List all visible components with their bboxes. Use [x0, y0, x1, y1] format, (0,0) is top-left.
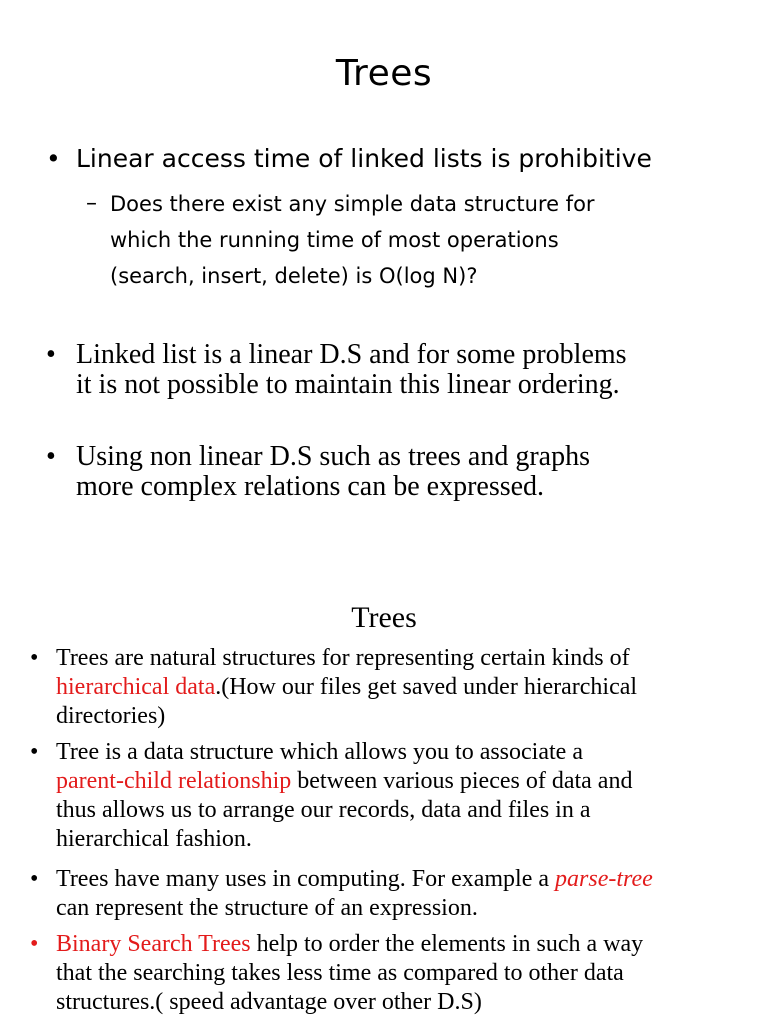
bullet-line-2	[56, 673, 637, 702]
bullet-line-3: structures.( speed advantage over other D.S)	[56, 989, 482, 1015]
bullet-marker: •	[30, 866, 39, 892]
line-rest: between various pieces of data and	[291, 768, 633, 794]
slide-2-bullet-4	[30, 930, 643, 1017]
bullet-line-4: hierarchical fashion.	[56, 826, 252, 852]
highlight-hierarchical-data: hierarchical data	[56, 674, 216, 700]
bullet-line-3: thus allows us to arrange our records, data and files in a	[56, 797, 591, 823]
bullet-marker: •	[46, 339, 56, 370]
bullet-line-1: Tree is a data structure which allows you to associate a	[56, 739, 583, 765]
slide-2-bullet-3	[30, 865, 653, 923]
slide-2-bullet-1	[30, 644, 637, 731]
bullet-marker: •	[30, 739, 39, 765]
bullet-marker: •	[30, 645, 39, 671]
highlight-parent-child: parent-child relationship	[56, 768, 292, 794]
dash-marker: –	[86, 191, 97, 216]
sub-bullet-text	[86, 186, 595, 294]
bullet-text	[30, 930, 643, 1017]
bullet-line-2	[56, 767, 632, 796]
slide-2	[0, 580, 768, 1024]
slide-2-bullet-2	[30, 738, 632, 854]
bullet-text	[30, 738, 632, 854]
bullet-line-2: that the searching takes less time as compared to other data	[56, 960, 624, 986]
bullet-text	[30, 865, 653, 923]
bullet-line-2: more complex relations can be expressed.	[76, 471, 545, 502]
bullet-line-1	[56, 930, 643, 959]
bullet-marker: •	[30, 931, 39, 957]
bullet-text: Linear access time of linked lists is prohibitive	[76, 144, 652, 173]
bullet-line-1: Linked list is a linear D.S and for some problems	[76, 339, 627, 370]
highlight-binary-search-trees: Binary Search Trees	[56, 931, 251, 957]
line-rest: .(How our files get saved under hierarchical	[215, 674, 638, 700]
bullet-marker: •	[46, 144, 61, 173]
sub-bullet-line-2: which the running time of most operations	[110, 228, 559, 252]
slide-1-bullet-3	[46, 442, 590, 502]
bullet-marker: •	[46, 441, 56, 472]
line-start: Trees have many uses in computing. For example a	[56, 866, 556, 892]
slide-2-title: Trees	[351, 601, 417, 634]
sub-bullet-line-1: Does there exist any simple data structure for	[110, 192, 595, 216]
line-rest: help to order the elements in such a way	[250, 931, 644, 957]
bullet-line-1: Trees are natural structures for representing certain kinds of	[56, 645, 630, 671]
bullet-line-2: can represent the structure of an expression.	[56, 895, 478, 921]
bullet-text	[46, 340, 627, 400]
sub-bullet-line-3: (search, insert, delete) is O(log N)?	[110, 264, 478, 288]
slide-1-bullet-2	[46, 340, 627, 400]
bullet-line-1	[56, 865, 653, 894]
highlight-parse-tree: parse-tree	[555, 866, 653, 892]
slide-1-title: Trees	[335, 53, 433, 94]
bullet-line-3: directories)	[56, 703, 166, 729]
slide-1-bullet-1	[46, 140, 652, 178]
bullet-line-2: it is not possible to maintain this linear ordering.	[76, 369, 620, 400]
slide-1-sub-bullet-1	[86, 186, 595, 294]
bullet-line-1: Using non linear D.S such as trees and graphs	[76, 441, 591, 472]
bullet-text	[30, 644, 637, 731]
bullet-text	[46, 442, 590, 502]
